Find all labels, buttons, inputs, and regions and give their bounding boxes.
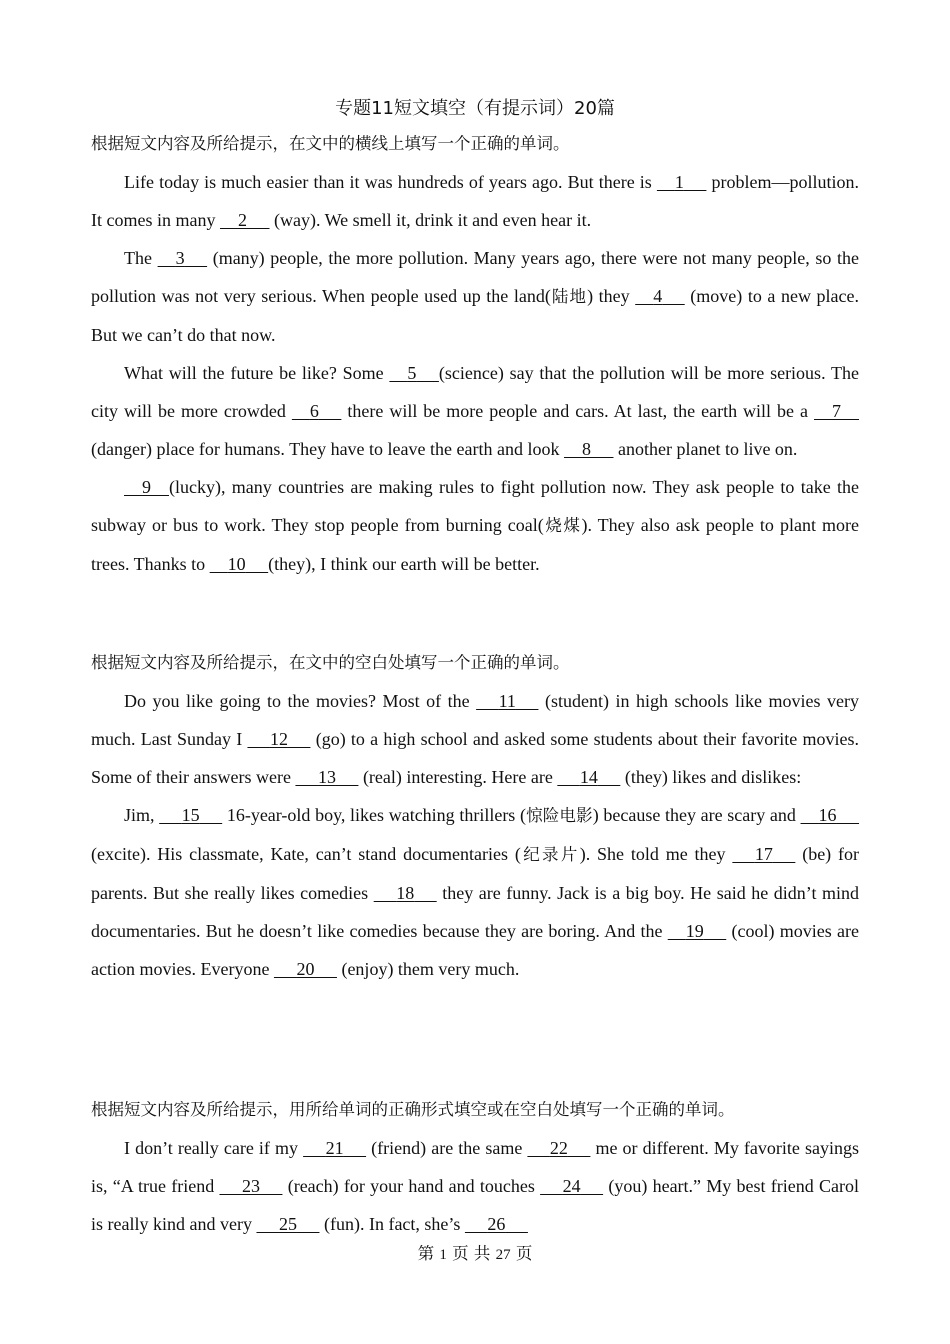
passage-text: (reach) for your hand and touches [282, 1176, 541, 1196]
section-1 [91, 125, 859, 583]
passage-paragraph [91, 682, 859, 796]
answer-blank [668, 912, 727, 950]
passage-text: 2 [237, 210, 247, 230]
passage-text: 22 [549, 1138, 568, 1158]
passage-text: 24 [562, 1176, 581, 1196]
answer-blank [256, 1205, 319, 1243]
passage-text: (lucky), many countries are making rules to fight pollution now. They ask people to take the subway or bus to work. They stop people from burning coal( [91, 477, 859, 535]
passage-text: 23 [241, 1176, 260, 1196]
page-title: 专题11短文填空（有提示词）20篇 [335, 98, 615, 119]
passage-text: 16-year-old boy, likes watching thrillers ( [222, 805, 526, 825]
passage-text: 14 [579, 767, 598, 787]
passage-text: 15 [181, 805, 200, 825]
passage-text: (cool) movies are action movies. Everyone [91, 921, 859, 979]
answer-blank [210, 545, 269, 583]
passage-text: 17 [754, 844, 773, 864]
passage-text: (real) interesting. Here are [358, 767, 558, 787]
answer-blank [247, 720, 310, 758]
passage-text: 3 [175, 248, 185, 268]
passage-text: 16 [818, 805, 837, 825]
passage-text: 20 [296, 959, 315, 979]
passage-text: 21 [325, 1138, 344, 1158]
passage-text: 18 [396, 883, 415, 903]
passage-text: ) they [587, 286, 636, 306]
passage-paragraph [91, 1129, 859, 1243]
answer-blank [295, 758, 358, 796]
passage-text: 7 [832, 401, 841, 421]
answer-blank [635, 277, 685, 315]
answer-blank [527, 1129, 590, 1167]
passage-text: (many) people, the more pollution. Many years ago, there were not many people, so the pollution was not very serious. When people used up the land( [91, 248, 859, 306]
answer-blank [219, 1167, 282, 1205]
passage-text: 第 [417, 1244, 435, 1263]
passage-text: (enjoy) them very much. [336, 959, 520, 979]
passage-text: 12 [269, 729, 288, 749]
passage-text: 11 [498, 691, 516, 711]
passage-text: (they), I think our earth will be better. [268, 554, 540, 574]
passage-text: (excite). His classmate, Kate, can’t stand documentaries ( [91, 844, 521, 864]
answer-blank [657, 163, 707, 201]
section-instruction: 根据短文内容及所给提示，用所给单词的正确形式填空或在空白处填写一个正确的单词。 [91, 1100, 735, 1119]
section-instruction: 根据短文内容及所给提示，在文中的横线上填写一个正确的单词。 [91, 134, 570, 153]
passage-text: 陆地 [550, 287, 588, 306]
passage-text: 8 [581, 439, 591, 459]
passage-text: (science) say that the pollution will be more serious. The city will be more crowded [91, 363, 860, 421]
passage-text: (go) to a high school and asked some students about their favorite movies. Some of their answers were [91, 729, 859, 787]
answer-blank [274, 950, 337, 988]
answer-blank [557, 758, 620, 796]
passage-text: (way). We smell it, drink it and even hear it. [269, 210, 592, 230]
passage-text: What will the future be like? Some [124, 363, 390, 383]
passage-text: 25 [278, 1214, 297, 1234]
passage-paragraph [91, 163, 859, 239]
answer-blank [303, 1129, 366, 1167]
passage-text: I don’t really care if my [124, 1138, 304, 1158]
passage-text: 1 [674, 172, 684, 192]
page-footer [0, 1240, 950, 1264]
passage-text: 19 [685, 921, 704, 941]
passage-text: 页 [515, 1244, 533, 1263]
passage-text: 页 共 [452, 1244, 491, 1263]
page-total: 27 [495, 1247, 511, 1263]
passage-text: (they) likes and dislikes: [620, 767, 802, 787]
passage-text: 4 [653, 286, 663, 306]
passage-text: ). They also ask people to plant more trees. Thanks to [91, 515, 860, 574]
answer-blank [220, 201, 270, 239]
passage-text: The [124, 248, 158, 268]
passage-text: 6 [309, 401, 319, 421]
answer-blank [389, 354, 439, 392]
answer-blank [540, 1167, 603, 1205]
passage-text: ) because they are scary and [592, 805, 801, 825]
page-number: 1 [439, 1247, 447, 1263]
answer-blank [476, 682, 538, 720]
passage-text: Jim, [124, 805, 160, 825]
passage-paragraph [91, 796, 859, 988]
passage-text: (danger) place for humans. They have to leave the earth and look [91, 439, 564, 459]
passage-text: 惊险电影 [525, 806, 593, 825]
passage-text: (friend) are the same [366, 1138, 528, 1158]
passage-text: 10 [227, 554, 246, 574]
passage-text: (you) heart.” My best friend Carol is really kind and very [91, 1176, 859, 1234]
answer-blank [801, 796, 860, 834]
passage-text: (fun). In fact, she’s [319, 1214, 465, 1234]
passage-text: Life today is much easier than it was hundreds of years ago. But there is [124, 172, 657, 192]
passage-text: (student) in high schools like movies very much. Last Sunday I [91, 691, 859, 749]
passage-text: another planet to live on. [613, 439, 798, 459]
answer-blank [814, 392, 859, 430]
passage-text: there will be more people and cars. At last, the earth will be a [341, 401, 814, 421]
passage-paragraph [91, 239, 859, 354]
passage-text: problem—pollution. It comes in many [91, 172, 859, 230]
passage-paragraph [91, 468, 859, 583]
passage-text: (be) for parents. But she really likes comedies [91, 844, 859, 903]
passage-text: 9 [142, 477, 151, 497]
answer-blank [159, 796, 222, 834]
answer-blank [124, 468, 169, 506]
passage-text: 13 [317, 767, 336, 787]
passage-text: ). She told me they [579, 844, 733, 864]
passage-text: 烧煤 [543, 516, 582, 535]
answer-blank [564, 430, 614, 468]
passage-text: Do you like going to the movies? Most of the [124, 691, 477, 711]
section-3 [91, 1091, 859, 1243]
passage-text: 纪录片 [520, 845, 580, 864]
passage-text: 5 [407, 363, 417, 383]
answer-blank [158, 239, 208, 277]
answer-blank [374, 874, 437, 912]
passage-text: (move) to a new place. But we can’t do that now. [91, 286, 860, 345]
passage-text: 26 [487, 1214, 506, 1234]
passage-paragraph [91, 354, 859, 468]
passage-text: they are funny. Jack is a big boy. He said he didn’t mind documentaries. But he doesn’t like comedies because they are boring. And the [91, 883, 859, 941]
answer-blank [292, 392, 342, 430]
answer-blank [732, 835, 795, 873]
section-instruction: 根据短文内容及所给提示，在文中的空白处填写一个正确的单词。 [91, 653, 570, 672]
answer-blank [465, 1205, 528, 1243]
section-2 [91, 644, 859, 988]
passage-text: me or different. My favorite sayings is, “A true friend [91, 1138, 859, 1196]
